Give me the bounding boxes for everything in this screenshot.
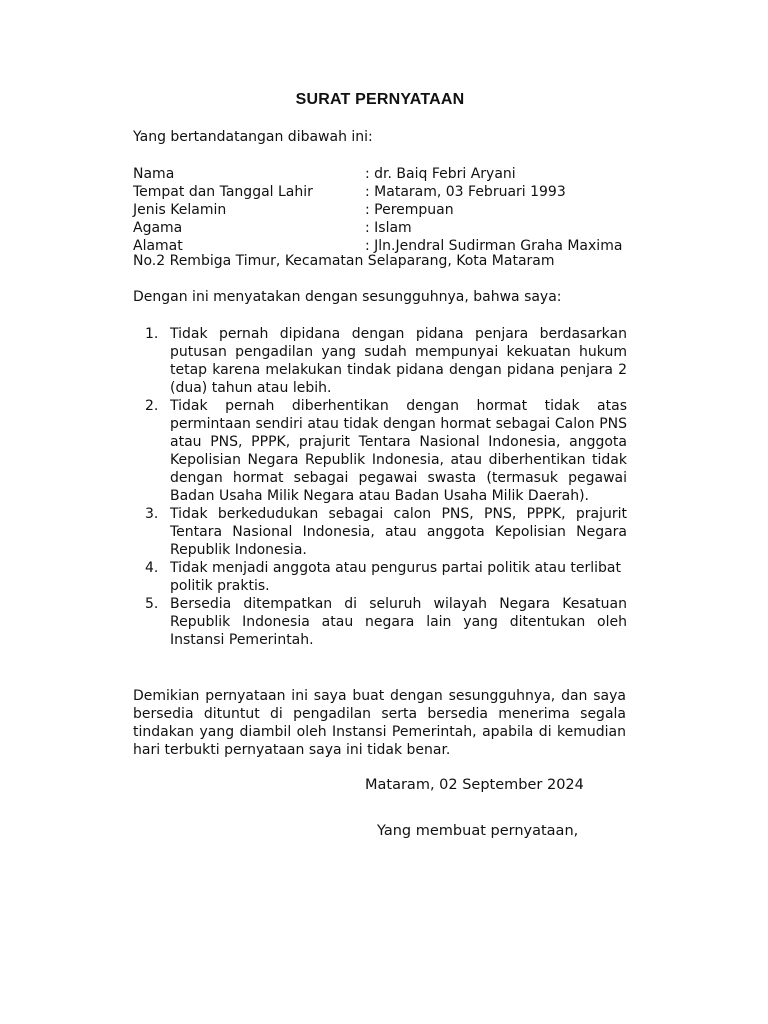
document-title: SURAT PERNYATAAN: [295, 91, 465, 108]
identity-row-name: [133, 165, 633, 183]
list-item: [133, 325, 653, 397]
signature-date: Mataram, 02 September 2024: [365, 777, 584, 793]
identity-label: Alamat: [133, 238, 183, 254]
signer-label: Yang membuat pernyataan,: [377, 823, 579, 839]
list-text: Tidak berkedudukan sebagai calon PNS, PNS, PPPK, prajurit Tentara Nasional Indonesia, atau anggota Kepolisian Negara Republik Indonesia.: [170, 506, 627, 558]
list-item: [133, 505, 653, 559]
statement-intro: Dengan ini menyatakan dengan sesungguhnya, bahwa saya:: [133, 289, 562, 305]
list-number: 3.: [145, 506, 159, 522]
list-text: Tidak menjadi anggota atau pengurus partai politik atau terlibat politik praktis.: [170, 560, 622, 594]
identity-row-gender: [133, 201, 633, 219]
list-number: 1.: [145, 326, 159, 342]
intro-text: Yang bertandatangan dibawah ini:: [133, 129, 373, 145]
list-text: Tidak pernah diberhentikan dengan hormat tidak atas permintaan sendiri atau tidak dengan hormat sebagai Calon PNS atau PNS, PPPK, prajurit Tentara Nasional Indonesia, anggota Kepolisian Negara Republik Indonesia, atau diberhentikan tidak dengan hormat sebagai pegawai swasta (termasuk pegawai Badan Usaha Milik Negara atau Badan Usaha Milik Daerah).: [170, 398, 627, 504]
identity-value: : Islam: [365, 220, 412, 236]
list-number: 2.: [145, 398, 159, 414]
list-item: [133, 595, 653, 649]
identity-value: : Mataram, 03 Februari 1993: [365, 184, 566, 200]
identity-label: Agama: [133, 220, 183, 236]
identity-value: : Perempuan: [365, 202, 454, 218]
closing-paragraph: Demikian pernyataan ini saya buat dengan sesungguhnya, dan saya bersedia dituntut di pengadilan serta bersedia menerima segala tindakan yang diambil oleh Instansi Pemerintah, apabila di kemudian hari terbukti pernyataan saya ini tidak benar.: [133, 688, 626, 758]
list-number: 5.: [145, 596, 159, 612]
identity-block: [133, 165, 633, 255]
identity-label: Nama: [133, 166, 175, 182]
identity-label: Jenis Kelamin: [133, 202, 227, 218]
list-item: [133, 559, 653, 595]
list-text: Bersedia ditempatkan di seluruh wilayah Negara Kesatuan Republik Indonesia atau negara lain yang ditentukan oleh Instansi Pemerintah.: [170, 596, 627, 648]
list-text: Tidak pernah dipidana dengan pidana penjara berdasarkan putusan pengadilan yang sudah mempunyai kekuatan hukum tetap karena melakukan tindak pidana dengan pidana penjara 2 (dua) tahun atau lebih.: [170, 326, 627, 396]
identity-row-birth: [133, 183, 633, 201]
list-item: [133, 397, 653, 505]
list-number: 4.: [145, 560, 159, 576]
identity-row-religion: [133, 219, 633, 237]
address-continuation: No.2 Rembiga Timur, Kecamatan Selaparang, Kota Mataram: [133, 253, 555, 269]
identity-label: Tempat dan Tanggal Lahir: [133, 184, 313, 200]
statement-list: [133, 325, 653, 649]
identity-value: : Jln.Jendral Sudirman Graha Maxima: [365, 238, 623, 254]
identity-value: : dr. Baiq Febri Aryani: [365, 166, 516, 182]
